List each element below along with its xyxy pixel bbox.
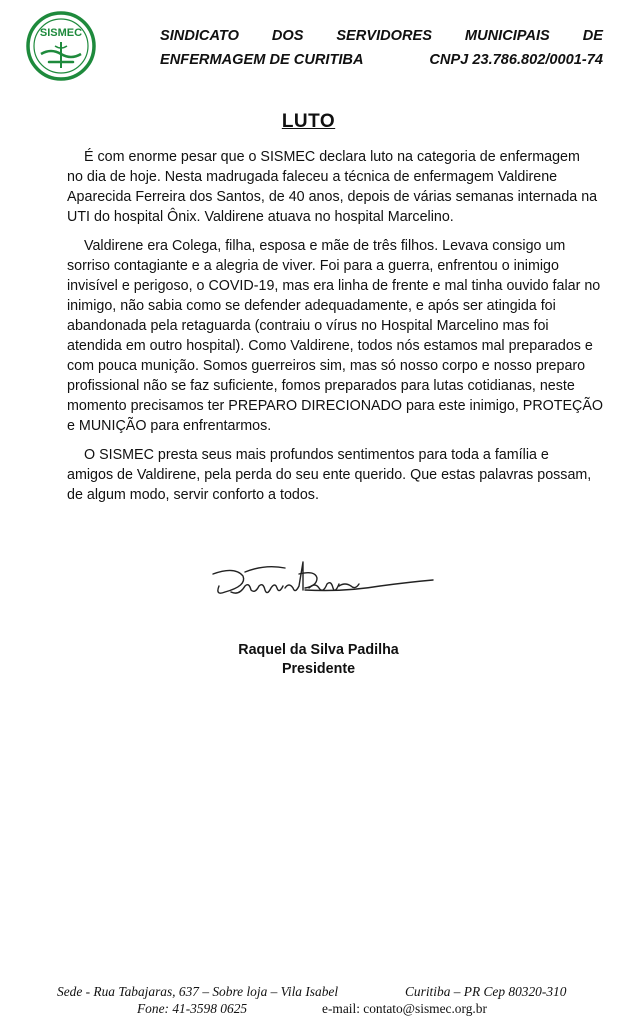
paragraph-line: Aparecida Ferreira dos Santos, de 40 anos, depois de várias semanas internada na [67, 189, 598, 205]
paragraph-line: UTI do hospital Ônix. Valdirene atuava no hospital Marcelino. [67, 209, 454, 225]
header-cnpj: CNPJ 23.786.802/0001-74 [429, 52, 603, 68]
paragraph-line: atendida em outro hospital). Como Valdirene, todos nós estamos mal preparados e [67, 338, 593, 354]
paragraph-line: sorriso contagiante e a alegria de viver. Foi para a guerra, enfrentou o inimigo [67, 258, 559, 274]
header-word: DE [582, 28, 603, 44]
header-word: MUNICIPAIS [464, 28, 550, 44]
paragraph-line: Valdirene era Colega, filha, esposa e mãe de três filhos. Levava consigo um [84, 238, 566, 254]
signer-block [0, 641, 617, 679]
logo-text: SISMEC [39, 27, 83, 39]
paragraph-1 [50, 147, 615, 227]
header-word: SERVIDORES [336, 28, 433, 44]
document-footer [0, 983, 617, 1017]
header-org-name: ENFERMAGEM DE CURITIBA [160, 52, 364, 68]
footer-city: Curitiba – PR Cep 80320-310 [405, 984, 567, 999]
paragraph-3 [50, 445, 615, 505]
paragraph-line: e MUNIÇÃO para enfrentarmos. [67, 418, 272, 434]
paragraph-line: abandonada pela retaguarda (contraiu o vírus no Hospital Marcelino mas foi [67, 318, 549, 334]
header-line-2 [160, 48, 603, 72]
paragraph-2 [50, 236, 615, 436]
document-header [160, 24, 603, 72]
footer-phone: Fone: 41-3598 0625 [137, 1001, 248, 1016]
document-body [50, 147, 615, 514]
footer-row-1 [0, 983, 617, 1000]
signer-name: Raquel da Silva Padilha [238, 642, 399, 658]
paragraph-line: de algum modo, servir conforto a todos. [67, 487, 319, 503]
paragraph-line: profissional não se faz suficiente, fomos preparados para lutas cotidianas, neste [67, 378, 575, 394]
paragraph-line: amigos de Valdirene, pela perda do seu ente querido. Que estas palavras possam, [67, 467, 592, 483]
sismec-logo [25, 10, 97, 82]
paragraph-line: invisível e perigoso, o COVID-19, mas era linha de frente e mal tinha ouvido falar no [67, 278, 601, 294]
handwritten-signature [205, 552, 440, 612]
paragraph-line: com pouca munição. Somos guerreiros sim, mas só nosso corpo e nosso preparo [67, 358, 586, 374]
footer-email: e-mail: contato@sismec.org.br [322, 1001, 487, 1016]
paragraph-line: O SISMEC presta seus mais profundos sentimentos para toda a família e [84, 447, 549, 463]
paragraph-line: É com enorme pesar que o SISMEC declara luto na categoria de enfermagem [84, 149, 580, 165]
paragraph-line: no dia de hoje. Nesta madrugada faleceu a técnica de enfermagem Valdirene [67, 169, 558, 185]
header-word: DOS [271, 28, 304, 44]
footer-address: Sede - Rua Tabajaras, 637 – Sobre loja – Vila Isabel [57, 984, 339, 999]
paragraph-line: inimigo, não sabia como se defender adequadamente, e após ser atingida foi [67, 298, 556, 314]
footer-row-2 [0, 1000, 617, 1017]
document-title: LUTO [281, 111, 336, 132]
signer-role: Presidente [281, 661, 356, 677]
header-line-1 [160, 24, 603, 48]
header-word: SINDICATO [160, 28, 239, 44]
paragraph-line: momento precisamos ter PREPARO DIRECIONADO para este inimigo, PROTEÇÃO [67, 398, 604, 414]
